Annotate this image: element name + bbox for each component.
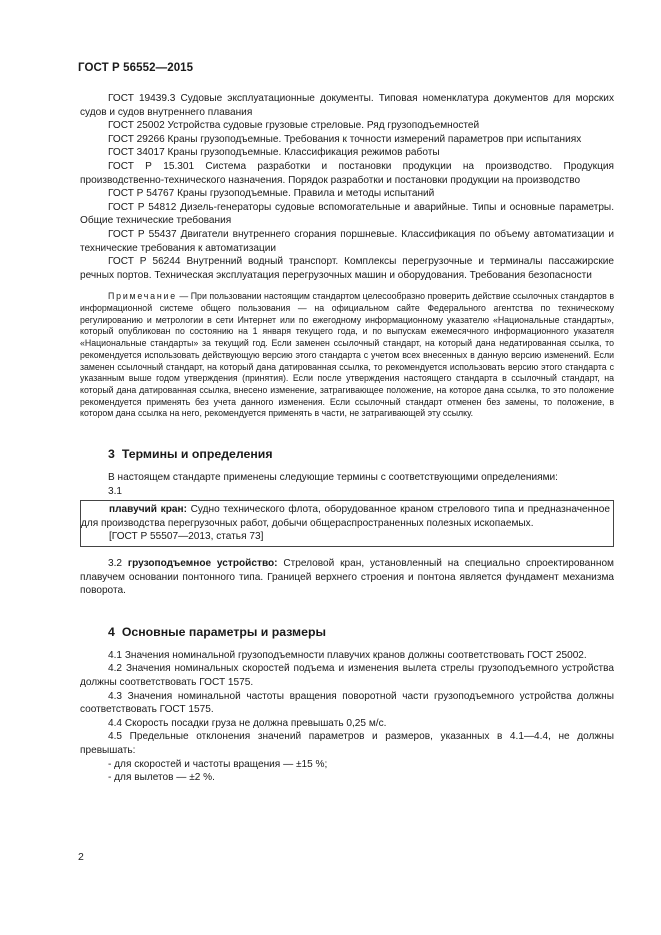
reference-item: ГОСТ Р 54767 Краны грузоподъемные. Правила и методы испытаний <box>108 188 435 200</box>
reference-note: Примечание — При пользовании настоящим стандартом целесообразно проверить действие ссылочных стандартов в информационной системе общего пользования — на официальном сайте Федерального агентства по техническому регулированию и метрологии в сети Интернет или по ежегодному информационному указателю «Национальные стандарты», который опубликован по состоянию на 1 января текущего года, и по выпускам ежемесячного информационного указателя «Национальные стандарты» за текущий год. Если заменен ссылочный стандарт, на который дана недатированная ссылка, то рекомендуется использовать действующую версию этого стандарта с учетом всех внесенных в данную версию изменений. Если заменен ссылочный стандарт, на который дана датированная ссылка, то рекомендуется использовать версию этого стандарта с указанным выше годом утверждения (принятия). Если после утверждения настоящего стандарта в ссылочный стандарт, на который дана датированная ссылка, внесено изменение, затрагивающее положение, на которое дана ссылка, то это положение рекомендуется применять без учета данного изменения. Если ссылочный стандарт отменен без замены, то положение, в котором дана ссылка на него, рекомендуется применять в части, не затрагивающей эту ссылку. <box>80 291 614 419</box>
term-definition-box <box>80 500 614 547</box>
section-3-intro: В настоящем стандарте применены следующие термины с соответствующими определениями: <box>108 472 558 484</box>
reference-item: ГОСТ Р 54812 Дизель-генераторы судовые вспомогательные и аварийные. Типы и основные параметры. Общие технические требования <box>80 201 614 227</box>
reference-item: ГОСТ Р 56244 Внутренний водный транспорт. Комплексы перегрузочные и терминалы пассажирские речных портов. Техническая эксплуатация перегрузочных машин и оборудования. Требования безопасности <box>80 256 614 281</box>
section-4-item: 4.4 Скорость посадки груза не должна превышать 0,25 м/с. <box>108 717 387 729</box>
reference-item: ГОСТ Р 15.301 Система разработки и постановки продукции на производство. Продукция производственно-технического назначения. Порядок разработки и постановки продукции на производство <box>80 160 614 186</box>
section-4-heading: 4 Основные параметры и размеры <box>108 624 327 639</box>
page-content <box>80 92 614 785</box>
section-4-item: 4.1 Значения номинальной грузоподъемности плавучих кранов должны соответствовать ГОСТ 25002. <box>108 649 587 661</box>
normative-references-list <box>80 92 614 282</box>
section-4-item: 4.2 Значения номинальных скоростей подъема и изменения вылета стрелы грузоподъемного устройства должны соответствовать ГОСТ 1575. <box>80 663 614 688</box>
document-code-header: ГОСТ Р 56552—2015 <box>78 62 194 74</box>
note-label: Примечание <box>108 291 177 302</box>
reference-item: ГОСТ 25002 Устройства судовые грузовые стреловые. Ряд грузоподъемностей <box>108 120 480 132</box>
reference-item: ГОСТ Р 55437 Двигатели внутреннего сгорания поршневые. Классификация по объему автоматизации и технические требования к автоматизации <box>80 228 614 254</box>
section-4-item: 4.3 Значения номинальной частоты вращения поворотной части грузоподъемного устройства должны соответствовать ГОСТ 1575. <box>80 690 614 716</box>
section-4-list-item: - для скоростей и частоты вращения — ±15 %; <box>108 758 328 770</box>
section-4-list-item: - для вылетов — ±2 %. <box>108 772 215 784</box>
term-1-definition: плавучий кран: Судно технического флота, оборудованное краном стрелового типа и предназначенное для производства перегрузочных работ, добычи общераспространенных полезных ископаемых. <box>81 504 610 529</box>
section-4-item: 4.5 Предельные отклонения значений параметров и размеров, указанных в 4.1—4.4, не должны превышать: <box>80 731 614 756</box>
reference-item: ГОСТ 19439.3 Судовые эксплуатационные документы. Типовая номенклатура документов для морских судов и судов внутреннего плавания <box>80 93 614 118</box>
page-number: 2 <box>78 851 84 863</box>
term-1-number: 3.1 <box>108 485 123 497</box>
term-2-name: грузоподъемное устройство: <box>127 558 278 570</box>
reference-item: ГОСТ 34017 Краны грузоподъемные. Классификация режимов работы <box>108 147 440 159</box>
term-1-name: плавучий кран: <box>109 504 187 516</box>
section-3-heading: 3 Термины и определения <box>108 447 273 462</box>
note-text: При пользовании настоящим стандартом целесообразно проверить действие ссылочных стандартов в информационной системе общего пользования — на официальном сайте Федерального агентства по техническому регулированию и метрологии в сети Интернет или по ежегодному информационному указателю «Национальные стандарты», который опубликован по состоянию на 1 января текущего года, и по выпускам ежемесячного информационного указателя «Национальные стандарты» за текущий год. Если заменен ссылочный стандарт, на который дана недатированная ссылка, то рекомендуется использовать действующую версию этого стандарта с учетом всех внесенных в данную версию изменений. Если заменен ссылочный стандарт, на который дана датированная ссылка, то рекомендуется использовать версию этого стандарта с указанным выше годом утверждения (принятия). Если после утверждения настоящего стандарта в ссылочный стандарт, на который дана датированная ссылка, внесено изменение, затрагивающее положение, на которое дана ссылка, то это положение рекомендуется применять без учета данного изменения. Если ссылочный стандарт отменен без замены, то положение, в котором дана ссылка на него, рекомендуется применять в части, не затрагивающей эту ссылку. <box>80 291 614 419</box>
term-2-definition: 3.2 грузоподъемное устройство: Стреловой кран, установленный на специально спроектированном плавучем основании понтонного типа. Границей верхнего строения и понтона является фундамент механизма поворота. <box>80 558 614 597</box>
term-1-reference: [ГОСТ Р 55507—2013, статья 73] <box>109 531 264 543</box>
reference-item: ГОСТ 29266 Краны грузоподъемные. Требования к точности измерений параметров при испытаниях <box>108 133 582 145</box>
